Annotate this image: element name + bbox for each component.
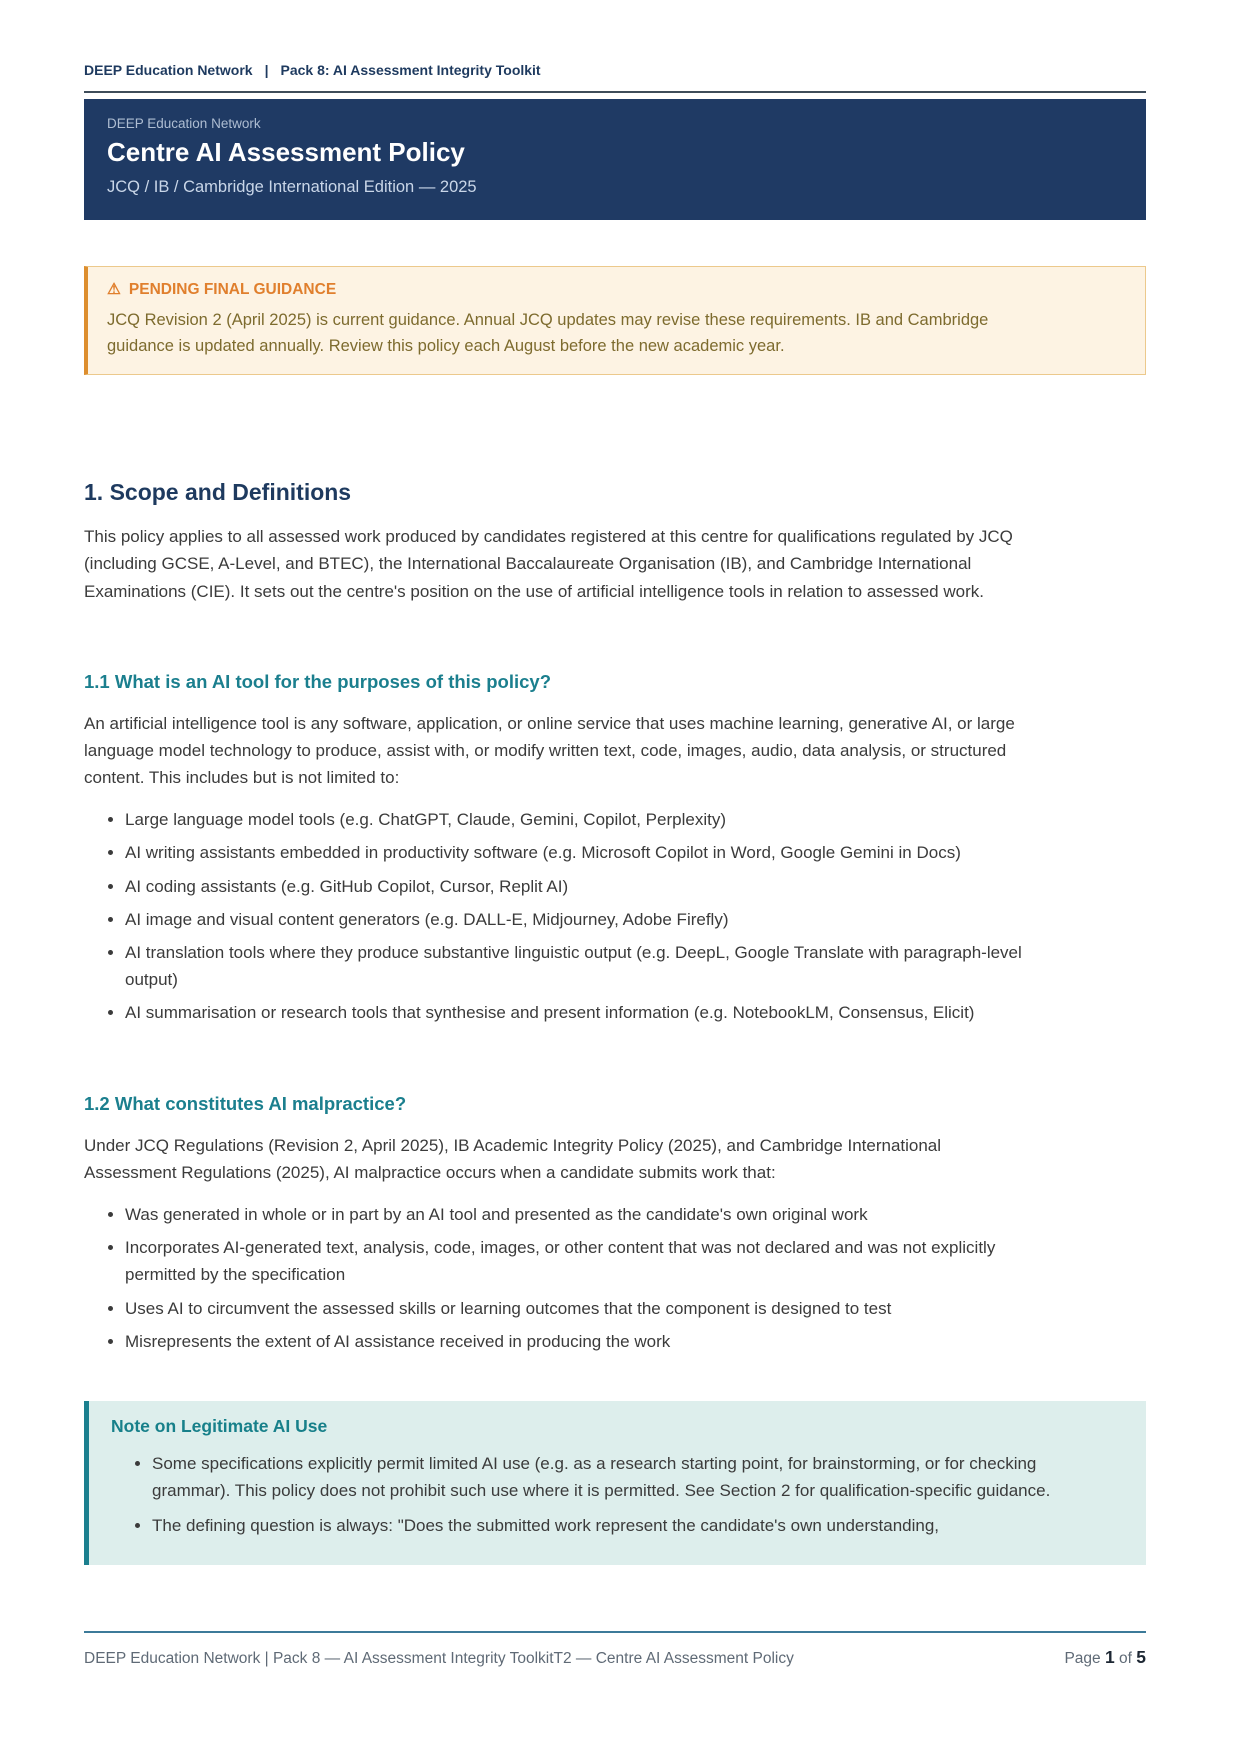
list-item: • AI writing assistants embedded in productivity software (e.g. Microsoft Copilot in Word, Google Gemini in Docs) [125,839,1070,866]
list-item: • Was generated in whole or in part by an AI tool and presented as the candidate's own original work [125,1201,1070,1228]
list-item: • Misrepresents the extent of AI assistance received in producing the work [125,1328,1070,1355]
document-subtitle: JCQ / IB / Cambridge International Edition — 2025 [107,178,477,196]
running-header [84,62,1146,93]
page-current: 1 [1104,1647,1115,1667]
ai-tools-list [84,806,1070,1026]
page-total: 5 [1136,1647,1146,1667]
footer-left-text: DEEP Education Network | Pack 8 — AI Assessment Integrity ToolkitT2 — Centre AI Assessment Policy [84,1650,794,1667]
list-item: • Incorporates AI-generated text, analysis, code, images, or other content that was not declared and was not explicitly permitted by the specification [125,1234,1070,1288]
note-callout-heading: Note on Legitimate AI Use [111,1415,328,1436]
warning-callout-title [107,280,1126,299]
document-title: Centre AI Assessment Policy [107,137,465,167]
page-footer [84,1631,1146,1668]
list-item: • Large language model tools (e.g. ChatGPT, Claude, Gemini, Copilot, Perplexity) [125,806,1070,833]
warning-callout-body: JCQ Revision 2 (April 2025) is current guidance. Annual JCQ updates may revise these requirements. IB and Cambridge guidance is updated annually. Review this policy each August before the new academic year. [107,311,989,355]
list-item: • Uses AI to circumvent the assessed skills or learning outcomes that the component is designed to test [125,1295,1070,1322]
section-1-2-heading: 1.2 What constitutes AI malpractice? [84,1092,407,1114]
list-item: • Some specifications explicitly permit limited AI use (e.g. as a research starting point, for brainstorming, or for checking grammar). This policy does not prohibit such use where it is permitted. See Section 2 for qualification-specific guidance. [152,1450,1097,1504]
section-1-paragraph: This policy applies to all assessed work produced by candidates registered at this centre for qualifications regulated by JCQ (including GCSE, A-Level, and BTEC), the International Baccalaureate Organisation (IB), and Cambridge International Examinations (CIE). It sets out the centre's position on the use of artificial intelligence tools in relation to assessed work. [84,527,1013,601]
title-banner [84,99,1146,220]
section-1-heading: 1. Scope and Definitions [84,479,352,506]
list-item: • The defining question is always: "Does the submitted work represent the candidate's own understanding, [152,1512,1097,1539]
running-header-pack: Pack 8: AI Assessment Integrity Toolkit [280,62,541,78]
banner-eyebrow: DEEP Education Network [107,116,261,131]
list-item: • AI translation tools where they produce substantive linguistic output (e.g. DeepL, Google Translate with paragraph-level output) [125,939,1070,993]
page-number-indicator [1064,1647,1146,1668]
page-of-label: of [1119,1650,1132,1667]
malpractice-list [84,1201,1070,1355]
section-1-2-intro: Under JCQ Regulations (Revision 2, April 2025), IB Academic Integrity Policy (2025), and Cambridge International Assessment Regulations (2025), AI malpractice occurs when a candidate submits work that: [84,1135,942,1182]
section-1-1-heading: 1.1 What is an AI tool for the purposes of this policy? [84,670,551,692]
legitimate-use-callout [84,1401,1146,1566]
running-header-org: DEEP Education Network [84,62,253,78]
legitimate-use-list [111,1450,1097,1540]
list-item: • AI coding assistants (e.g. GitHub Copilot, Cursor, Replit AI) [125,873,1070,900]
list-item: • AI summarisation or research tools that synthesise and present information (e.g. NotebookLM, Consensus, Elicit) [125,999,1070,1026]
running-header-separator: | [264,62,269,78]
section-1-1-intro: An artificial intelligence tool is any software, application, or online service that uses machine learning, generative AI, or large language model technology to produce, assist with, or modify written text, code, images, audio, data analysis, or structured content. This includes but is not limited to: [84,713,1015,788]
page-label: Page [1064,1650,1101,1667]
warning-icon: ⚠ [107,281,121,298]
warning-title-text: PENDING FINAL GUIDANCE [128,281,337,298]
pending-guidance-callout [84,266,1146,375]
list-item: • AI image and visual content generators (e.g. DALL-E, Midjourney, Adobe Firefly) [125,906,1070,933]
